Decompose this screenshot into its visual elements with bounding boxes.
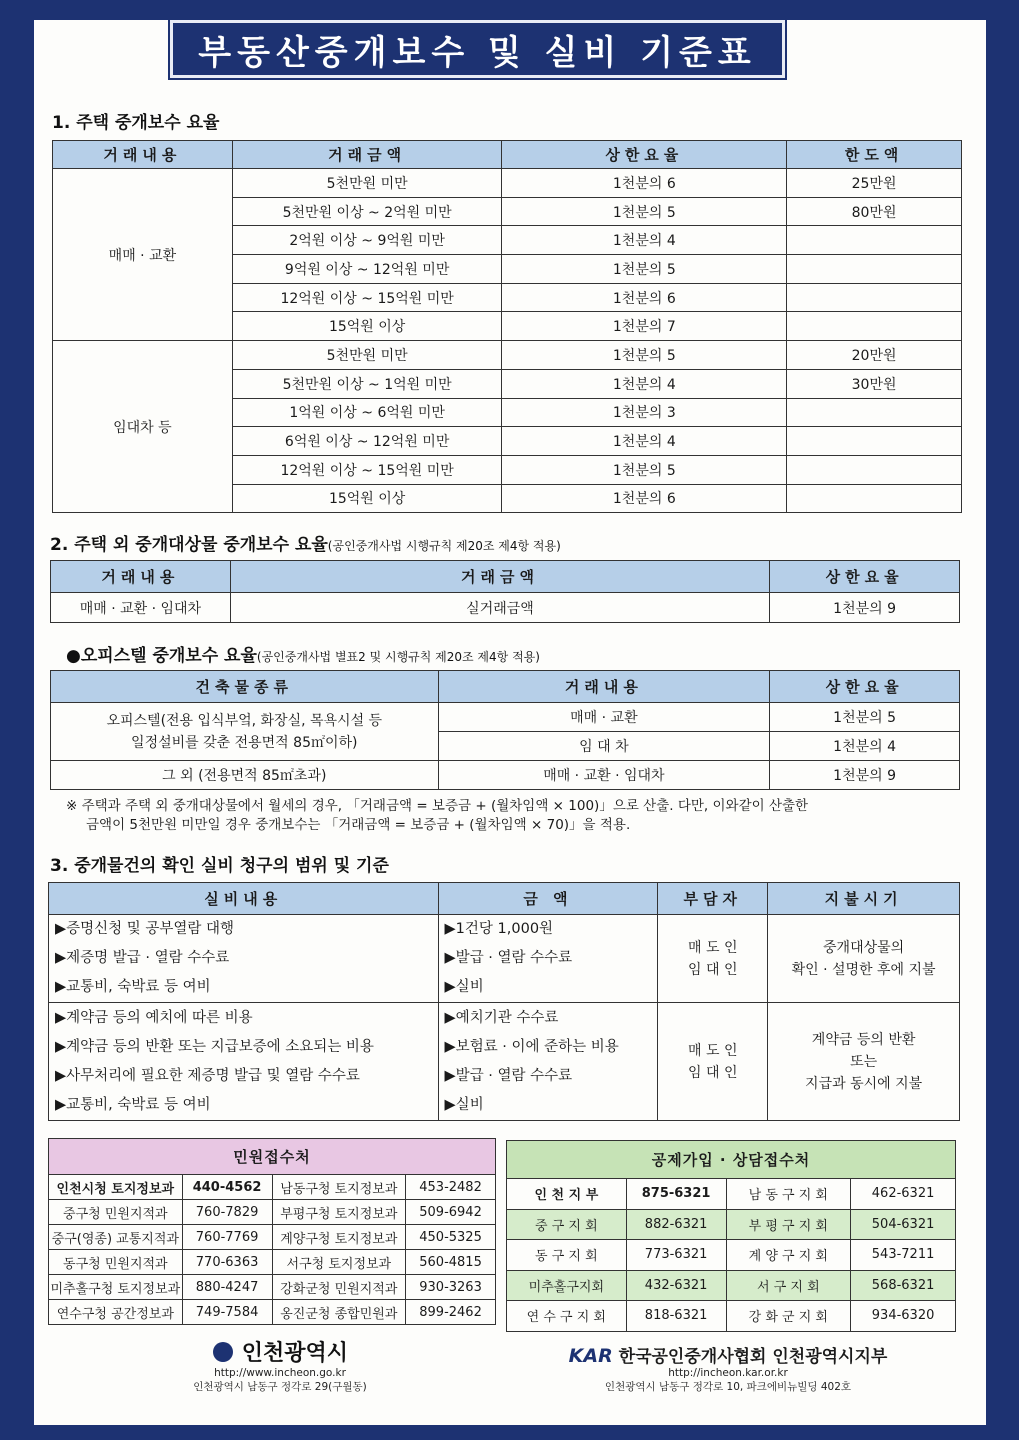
table-row: [49, 1275, 496, 1300]
payer-cell: [658, 1003, 768, 1121]
civil-contact-heading: 민원접수처: [49, 1139, 496, 1175]
timing-cell: [768, 1003, 960, 1121]
header-expense-items: 실비내용: [49, 883, 439, 915]
transaction-type-cell: 임대차 등: [53, 341, 233, 513]
phone-number: 930-3263: [406, 1275, 496, 1300]
city-address: 인천광역시 남동구 정각로 29(구월동): [193, 1381, 367, 1393]
table-cell: 1천분의 6: [502, 484, 787, 513]
page-title: 부동산중개보수 및 실비 기준표: [170, 20, 785, 78]
phone-number: 432-6321: [626, 1270, 726, 1301]
header-building-type: 건축물종류: [51, 671, 439, 703]
office-name: 미추홀구청 토지정보과: [49, 1275, 183, 1300]
header-amount: 금 액: [438, 883, 658, 915]
note-line: 금액이 5천만원 미만일 경우 중개보수는 「거래금액 = 보증금 + (월차임액 × 70)」을 적용.: [86, 817, 631, 833]
phone-number: 543-7211: [851, 1240, 956, 1271]
table-cell: 15억원 이상: [232, 312, 502, 341]
office-name: 남동구청 토지정보과: [272, 1175, 406, 1200]
table-row: [49, 1225, 496, 1250]
phone-number: 509-6942: [406, 1200, 496, 1225]
payer-cell: [658, 915, 768, 1003]
header-amount: 거래금액: [230, 561, 769, 593]
expense-amount-cell: [438, 915, 658, 1003]
table-cell: 30만원: [787, 369, 962, 398]
header-transaction-type: 거래내용: [53, 141, 233, 169]
timing-line: 계약금 등의 반환: [811, 1031, 916, 1048]
table-cell: 1천분의 6: [502, 169, 787, 198]
table-cell: 1천분의 4: [502, 369, 787, 398]
section2-heading: 2. 주택 외 중개대상물 중개보수 요율(공인중개사법 시행규칙 제20조 제4항 적용): [50, 535, 561, 555]
branch-name: 계 양 구 지 회: [726, 1240, 851, 1271]
list-item: ▶계약금 등의 반환 또는 지급보증에 소요되는 비용: [55, 1038, 374, 1055]
list-item: ▶교통비, 숙박료 등 여비: [55, 1096, 211, 1113]
office-name: 서구청 토지정보과: [272, 1250, 406, 1275]
payer-line: 매 도 인: [688, 939, 738, 956]
table-cell: 9억원 이상 ~ 12억원 미만: [232, 255, 502, 284]
timing-line: 확인 · 설명한 후에 지불: [791, 961, 936, 978]
phone-number: 818-6321: [626, 1301, 726, 1332]
table-cell: 2억원 이상 ~ 9억원 미만: [232, 226, 502, 255]
payer-line: 임 대 인: [688, 961, 738, 978]
list-item: ▶실비: [444, 979, 484, 995]
table-cell: [787, 398, 962, 427]
table-row: [507, 1270, 956, 1301]
association-url[interactable]: http://incheon.kar.or.kr: [668, 1367, 788, 1379]
table-cell: 1천분의 3: [502, 398, 787, 427]
officetel-type-line: 오피스텔(전용 입식부엌, 화장실, 목욕시설 등: [106, 712, 383, 729]
incheon-emblem-icon: [212, 1341, 234, 1363]
header-transaction-type: 거래내용: [438, 671, 770, 703]
table-cell: 80만원: [787, 197, 962, 226]
header-payment-timing: 지불시기: [768, 883, 960, 915]
table-row: [507, 1209, 956, 1240]
header-amount: 거래금액: [232, 141, 502, 169]
note-line: ※ 주택과 주택 외 중개대상물에서 월세의 경우, 「거래금액 = 보증금 + (월차임액 × 100)」으로 산출. 다만, 이와같이 산출한: [66, 798, 809, 814]
phone-number: 453-2482: [406, 1175, 496, 1200]
table-row: [507, 1179, 956, 1210]
table-row: [53, 169, 962, 198]
branch-name: 서 구 지 회: [726, 1270, 851, 1301]
phone-number: 882-6321: [626, 1209, 726, 1240]
table-cell: [787, 455, 962, 484]
table-cell: 25만원: [787, 169, 962, 198]
table-cell: 실거래금액: [230, 593, 769, 623]
table-cell: 15억원 이상: [232, 484, 502, 513]
header-transaction-type: 거래내용: [51, 561, 231, 593]
table-cell: 20만원: [787, 341, 962, 370]
office-name: 인천시청 토지정보과: [49, 1175, 183, 1200]
payer-line: 매 도 인: [688, 1042, 738, 1059]
phone-number: 760-7769: [182, 1225, 272, 1250]
table-cell: 6억원 이상 ~ 12억원 미만: [232, 427, 502, 456]
phone-number: 560-4815: [406, 1250, 496, 1275]
table-cell: 5천만원 미만: [232, 341, 502, 370]
table-cell: 매매 · 교환: [438, 703, 770, 732]
table-cell: 그 외 (전용면적 85㎡초과): [51, 761, 439, 790]
phone-number: 440-4562: [182, 1175, 272, 1200]
phone-number: 749-7584: [182, 1300, 272, 1325]
table-row: [53, 341, 962, 370]
branch-name: 동 구 지 회: [507, 1240, 627, 1271]
office-name: 중구청 민원지적과: [49, 1200, 183, 1225]
table-cell: [787, 283, 962, 312]
table-cell: 12억원 이상 ~ 15억원 미만: [232, 455, 502, 484]
timing-line: 중개대상물의: [823, 939, 905, 956]
header-max-rate: 상한요율: [770, 671, 960, 703]
table-row: [49, 1175, 496, 1200]
table-row: [49, 1300, 496, 1325]
table-cell: 5천만원 이상 ~ 2억원 미만: [232, 197, 502, 226]
table-cell: 1천분의 5: [502, 197, 787, 226]
table-cell: 1억원 이상 ~ 6억원 미만: [232, 398, 502, 427]
list-item: ▶증명신청 및 공부열람 대행: [55, 921, 235, 937]
table-cell: 임 대 차: [438, 732, 770, 761]
header-max-rate: 상한요율: [770, 561, 960, 593]
list-item: ▶제증명 발급 · 열람 수수료: [55, 950, 230, 966]
table-cell: 1천분의 5: [502, 455, 787, 484]
table-cell: [787, 226, 962, 255]
phone-number: 899-2462: [406, 1300, 496, 1325]
list-item: ▶사무처리에 필요한 제증명 발급 및 열람 수수료: [55, 1067, 360, 1084]
monthly-rent-note: [66, 797, 956, 835]
officetel-fee-table: [50, 670, 960, 790]
phone-number: 880-4247: [182, 1275, 272, 1300]
list-item: ▶교통비, 숙박료 등 여비: [55, 979, 211, 995]
civil-contact-table: [48, 1138, 496, 1325]
table-cell: 1천분의 4: [502, 427, 787, 456]
branch-name: 미추홀구지회: [507, 1270, 627, 1301]
expense-items-cell: [49, 915, 439, 1003]
phone-number: 770-6363: [182, 1250, 272, 1275]
phone-number: 568-6321: [851, 1270, 956, 1301]
phone-number: 462-6321: [851, 1179, 956, 1210]
expense-items-cell: [49, 1003, 439, 1121]
table-cell: 매매 · 교환 · 임대차: [438, 761, 770, 790]
kar-logo-mark: KAR: [568, 1345, 613, 1367]
table-cell: 5천만원 미만: [232, 169, 502, 198]
list-item: ▶1건당 1,000원: [444, 921, 554, 937]
branch-name: 남 동 구 지 회: [726, 1179, 851, 1210]
list-item: ▶예치기관 수수료: [444, 1009, 559, 1026]
city-url[interactable]: http://www.incheon.go.kr: [214, 1367, 346, 1379]
table-cell: 5천만원 이상 ~ 1억원 미만: [232, 369, 502, 398]
header-payer: 부담자: [658, 883, 768, 915]
officetel-type-cell: [51, 703, 439, 761]
header-max-rate: 상한요율: [502, 141, 787, 169]
phone-number: 934-6320: [851, 1301, 956, 1332]
mutual-contact-table: [506, 1140, 956, 1332]
branch-name: 부 평 구 지 회: [726, 1209, 851, 1240]
phone-number: 760-7829: [182, 1200, 272, 1225]
office-name: 계양구청 토지정보과: [272, 1225, 406, 1250]
table-cell: 1천분의 7: [502, 312, 787, 341]
table-cell: 1천분의 6: [502, 283, 787, 312]
phone-number: 773-6321: [626, 1240, 726, 1271]
timing-cell: [768, 915, 960, 1003]
association-address: 인천광역시 남동구 정각로 10, 파크에비뉴빌딩 402호: [604, 1381, 852, 1393]
mutual-contact-heading: 공제가입 · 상담접수처: [507, 1141, 956, 1179]
branch-name: 인 천 지 부: [507, 1179, 627, 1210]
phone-number: 450-5325: [406, 1225, 496, 1250]
officetel-type-line: 일정설비를 갖춘 전용면적 85㎡이하): [131, 734, 358, 751]
transaction-type-cell: 매매 · 교환: [53, 169, 233, 341]
list-item: ▶계약금 등의 예치에 따른 비용: [55, 1009, 253, 1026]
list-item: ▶발급 · 열람 수수료: [444, 1067, 573, 1084]
section1-heading: 1. 주택 중개보수 요율: [52, 113, 220, 133]
table-cell: [787, 312, 962, 341]
table-cell: 12억원 이상 ~ 15억원 미만: [232, 283, 502, 312]
table-cell: [787, 484, 962, 513]
office-name: 중구(영종) 교통지적과: [49, 1225, 183, 1250]
table-cell: 1천분의 4: [502, 226, 787, 255]
office-name: 옹진군청 종합민원과: [272, 1300, 406, 1325]
list-item: ▶보험료 · 이에 준하는 비용: [444, 1038, 619, 1055]
branch-name: 중 구 지 회: [507, 1209, 627, 1240]
table-cell: 1천분의 9: [770, 593, 960, 623]
header-limit: 한도액: [787, 141, 962, 169]
association-name: 한국공인중개사협회 인천광역시지부: [618, 1347, 888, 1367]
non-housing-fee-table: [50, 560, 960, 623]
office-name: 동구청 민원지적과: [49, 1250, 183, 1275]
timing-line: 지급과 동시에 지불: [805, 1075, 923, 1092]
table-row: [49, 1250, 496, 1275]
list-item: ▶발급 · 열람 수수료: [444, 950, 573, 966]
table-row: [507, 1301, 956, 1332]
table-cell: 1천분의 5: [770, 703, 960, 732]
expense-amount-cell: [438, 1003, 658, 1121]
city-name: 인천광역시: [241, 1341, 348, 1366]
branch-name: 강 화 군 지 회: [726, 1301, 851, 1332]
table-cell: 1천분의 9: [770, 761, 960, 790]
table-row: [49, 1200, 496, 1225]
housing-fee-table: [52, 140, 962, 513]
officetel-heading: ●오피스텔 중개보수 요율(공인중개사법 별표2 및 시행규칙 제20조 제4항 적용): [66, 646, 540, 666]
list-item: ▶실비: [444, 1096, 484, 1113]
table-cell: [787, 427, 962, 456]
expense-table: [48, 882, 960, 1121]
branch-name: 연 수 구 지 회: [507, 1301, 627, 1332]
table-cell: 1천분의 5: [502, 341, 787, 370]
payer-line: 임 대 인: [688, 1064, 738, 1081]
kar-logo: [548, 1342, 908, 1394]
office-name: 연수구청 공간정보과: [49, 1300, 183, 1325]
timing-line: 또는: [850, 1053, 878, 1070]
table-row: [507, 1240, 956, 1271]
table-cell: 1천분의 5: [502, 255, 787, 284]
office-name: 부평구청 토지정보과: [272, 1200, 406, 1225]
phone-number: 504-6321: [851, 1209, 956, 1240]
table-cell: 1천분의 4: [770, 732, 960, 761]
table-cell: [787, 255, 962, 284]
section3-heading: 3. 중개물건의 확인 실비 청구의 범위 및 기준: [50, 856, 389, 876]
phone-number: 875-6321: [626, 1179, 726, 1210]
table-cell: 매매 · 교환 · 임대차: [51, 593, 231, 623]
office-name: 강화군청 민원지적과: [272, 1275, 406, 1300]
incheon-city-logo: [150, 1336, 410, 1394]
